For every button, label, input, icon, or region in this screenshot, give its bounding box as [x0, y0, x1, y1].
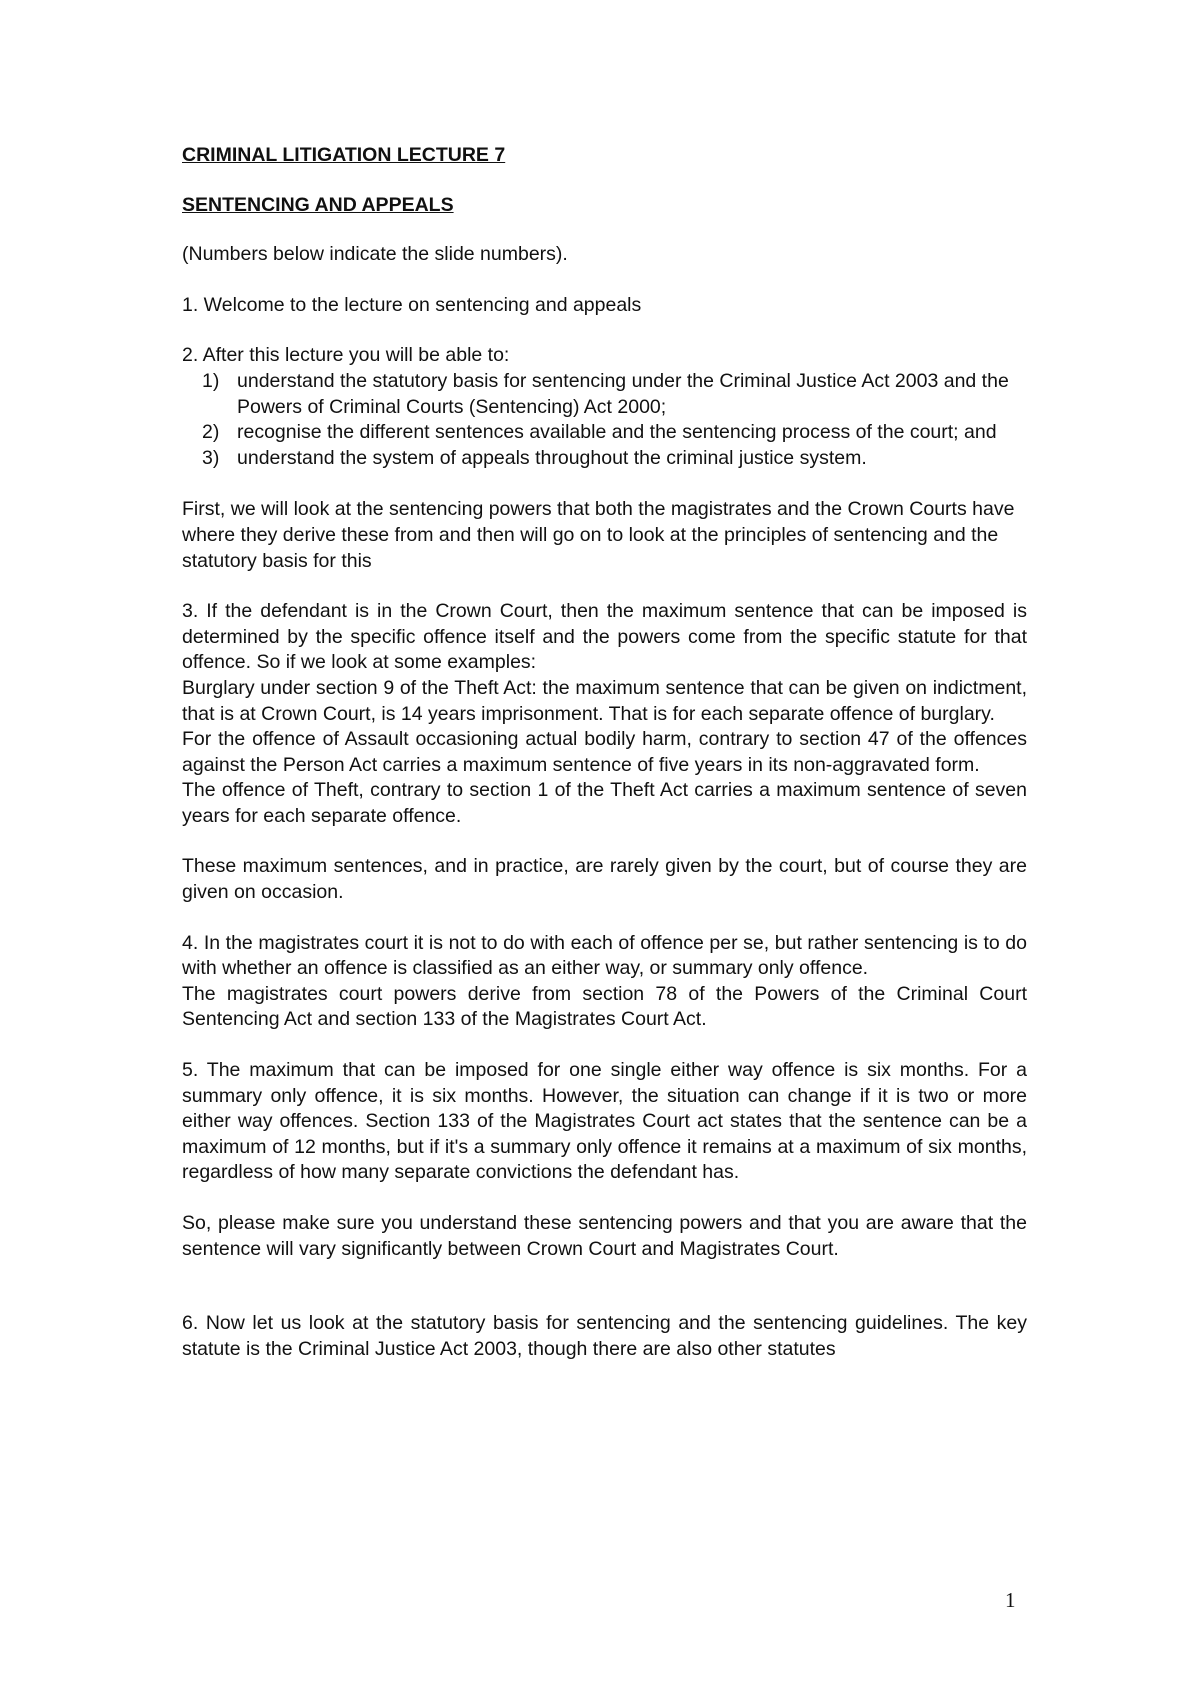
document-subtitle: SENTENCING AND APPEALS [182, 193, 454, 216]
objective-item [182, 446, 1027, 472]
paragraph-so: So, please make sure you understand these sentencing powers and that you are aware that the sentence will vary significantly between Crown Court and Magistrates Court. [182, 1212, 1027, 1260]
paragraph-1: 1. Welcome to the lecture on sentencing and appeals [182, 293, 642, 316]
paragraph-first: First, we will look at the sentencing powers that both the magistrates and the Crown Courts have where they derive these from and then will go on to look at the principles of sentencing and the statutory basis for this [182, 498, 1015, 572]
objective-number: 2) [202, 421, 220, 444]
objective-number: 3) [202, 446, 220, 469]
paragraph-3-assault: For the offence of Assault occasioning actual bodily harm, contrary to section 47 of the offences against the Person Act carries a maximum sentence of five years in its non-aggravated form. [182, 728, 1027, 776]
page-number: 1 [1005, 1588, 1016, 1612]
paragraph-5: 5. The maximum that can be imposed for one single either way offence is six months. For a summary only offence, it is six months. However, the situation can change if it is two or more either way offences. Section 133 of the Magistrates Court act states that the sentence can be a maximum of 12 months, but if it's a summary only offence it remains at a maximum of six months, regardless of how many separate convictions the defendant has. [182, 1059, 1027, 1184]
objectives-list [182, 369, 1027, 471]
objective-text: understand the statutory basis for sentencing under the Criminal Justice Act 2003 and the Powers of Criminal Courts (Sentencing) Act 2000; [237, 369, 1009, 418]
paragraph-3: 3. If the defendant is in the Crown Court, then the maximum sentence that can be imposed is determined by the specific offence itself and the powers come from the specific statute for that offence. So if we look at some examples: [182, 600, 1027, 674]
paragraph-4-powers: The magistrates court powers derive from section 78 of the Powers of the Criminal Court Sentencing Act and section 133 of the Magistrates Court Act. [182, 982, 1027, 1031]
document-page [182, 143, 1027, 1387]
objective-number: 1) [202, 369, 220, 392]
objective-text: understand the system of appeals throughout the criminal justice system. [237, 446, 867, 469]
paragraph-3-burglary: Burglary under section 9 of the Theft Act: the maximum sentence that can be given on indictment, that is at Crown Court, is 14 years imprisonment. That is for each separate offence of burglary. [182, 676, 1027, 725]
paragraph-maximum-sentences: These maximum sentences, and in practice, are rarely given by the court, but of course they are given on occasion. [182, 855, 1027, 904]
objective-text: recognise the different sentences available and the sentencing process of the court; and [237, 421, 997, 444]
paragraph-4: 4. In the magistrates court it is not to do with each of offence per se, but rather sentencing is to do with whether an offence is classified as an either way, or summary only offence. [182, 931, 1027, 980]
paragraph-6: 6. Now let us look at the statutory basis for sentencing and the sentencing guidelines. The key statute is the Criminal Justice Act 2003, though there are also other statutes [182, 1312, 1027, 1360]
document-title: CRIMINAL LITIGATION LECTURE 7 [182, 144, 506, 166]
slide-note: (Numbers below indicate the slide numbers). [182, 243, 568, 266]
objective-item [182, 369, 1027, 420]
objective-item [182, 420, 1027, 446]
paragraph-2-intro: 2. After this lecture you will be able to: [182, 344, 510, 367]
paragraph-3-theft: The offence of Theft, contrary to section 1 of the Theft Act carries a maximum sentence of seven years for each separate offence. [182, 779, 1027, 827]
